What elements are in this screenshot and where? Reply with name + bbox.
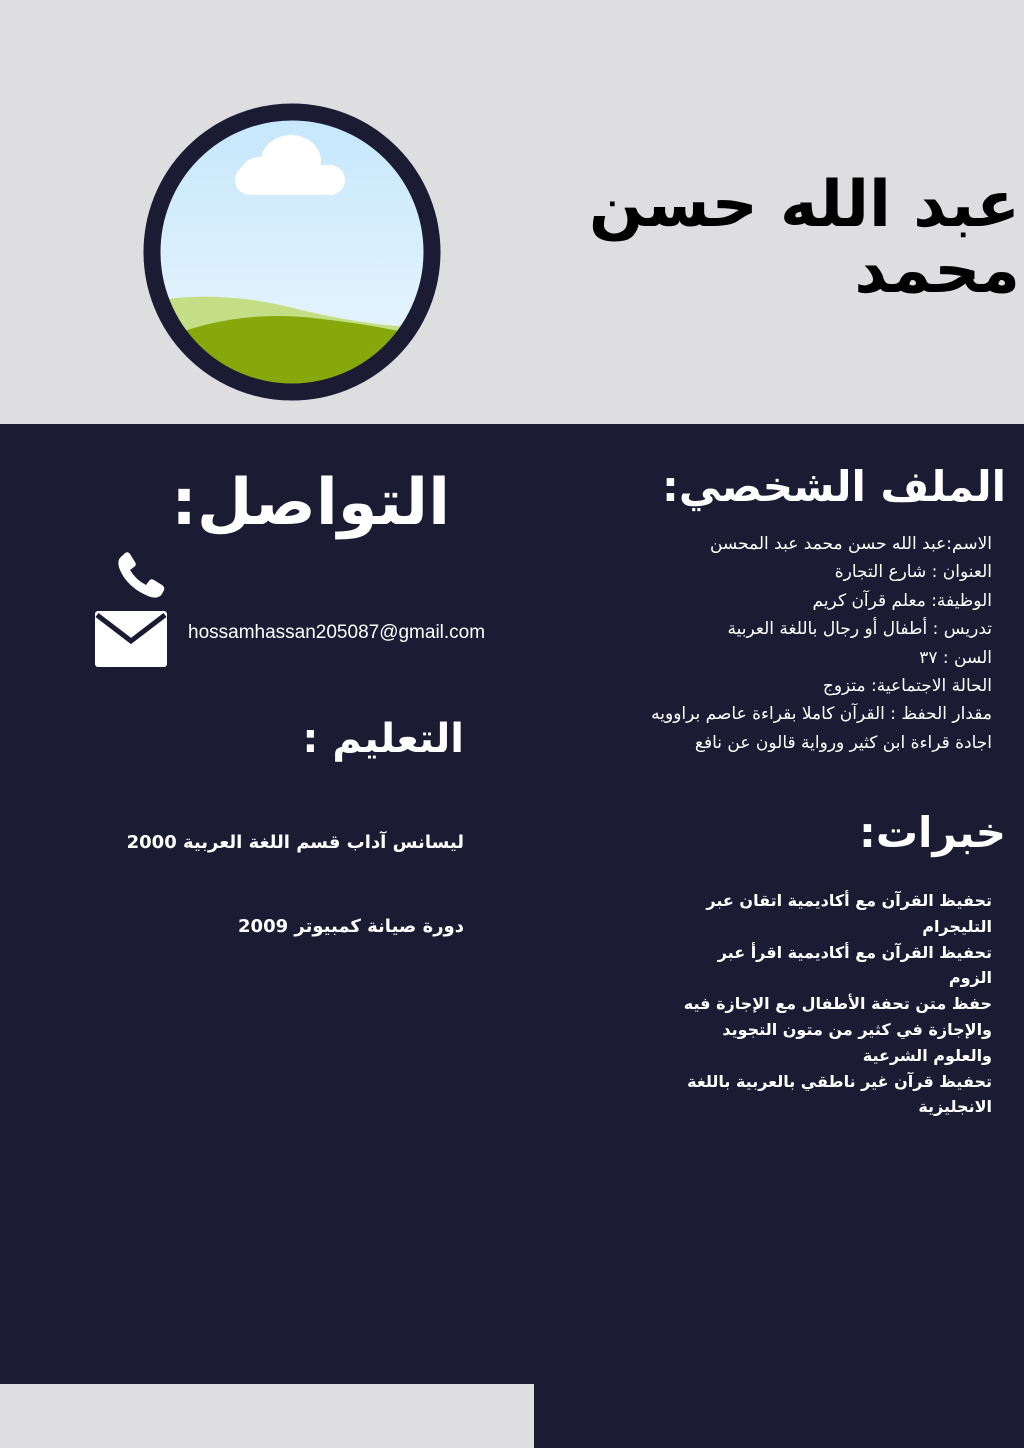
experience-list [682, 888, 992, 1120]
profile-photo-placeholder [143, 103, 441, 401]
education-item: ليسانس آداب قسم اللغة العربية 2000 [126, 832, 464, 853]
profile-line: الوظيفة: معلم قرآن كريم [812, 590, 992, 611]
profile-line: الاسم:عبد الله حسن محمد عبد المحسن [709, 534, 992, 554]
footer-strip [0, 1384, 534, 1448]
profile-line: العنوان : شارع التجارة [834, 562, 992, 583]
contact-heading: التواصل: [171, 466, 450, 540]
name-line-2: محمد [854, 234, 1020, 308]
profile-line: مقدار الحفظ : القرآن كاملا بقراءة عاصم براوويه [651, 704, 992, 725]
experience-item: حفظ متن تحفة الأطفال مع الإجازة فيه والإجازة في كثير من متون التجويد والعلوم الشرعية [683, 994, 992, 1065]
mail-icon [95, 611, 167, 667]
name-line-1: عبد الله حسن [588, 168, 1020, 242]
profile-line: الحالة الاجتماعية: متزوج [822, 676, 992, 697]
education-heading: التعليم : [302, 716, 464, 762]
contact-email[interactable]: hossamhassan205087@gmail.com [188, 622, 486, 643]
profile-heading: الملف الشخصي: [662, 462, 1006, 511]
profile-line: السن : ٣٧ [919, 647, 992, 668]
profile-line: اجادة قراءة ابن كثير ورواية قالون عن نافع [694, 732, 992, 753]
profile-details [632, 530, 992, 757]
person-name [500, 168, 1020, 308]
phone-icon [112, 550, 168, 602]
experience-heading: خبرات: [859, 808, 1006, 857]
experience-item: تحفيظ قرآن غير ناطقي بالعربية باللغة الانجليزية [687, 1071, 992, 1117]
education-item: دورة صيانة كمبيوتر 2009 [238, 916, 464, 937]
experience-item: تحفيظ القرآن مع أكاديمية اقرأ عبر الزوم [717, 942, 992, 988]
profile-line: تدريس : أطفال أو رجال باللغة العربية [727, 619, 992, 640]
experience-item: تحفيظ القرآن مع أكاديمية اتقان عبر التليجرام [706, 891, 992, 936]
